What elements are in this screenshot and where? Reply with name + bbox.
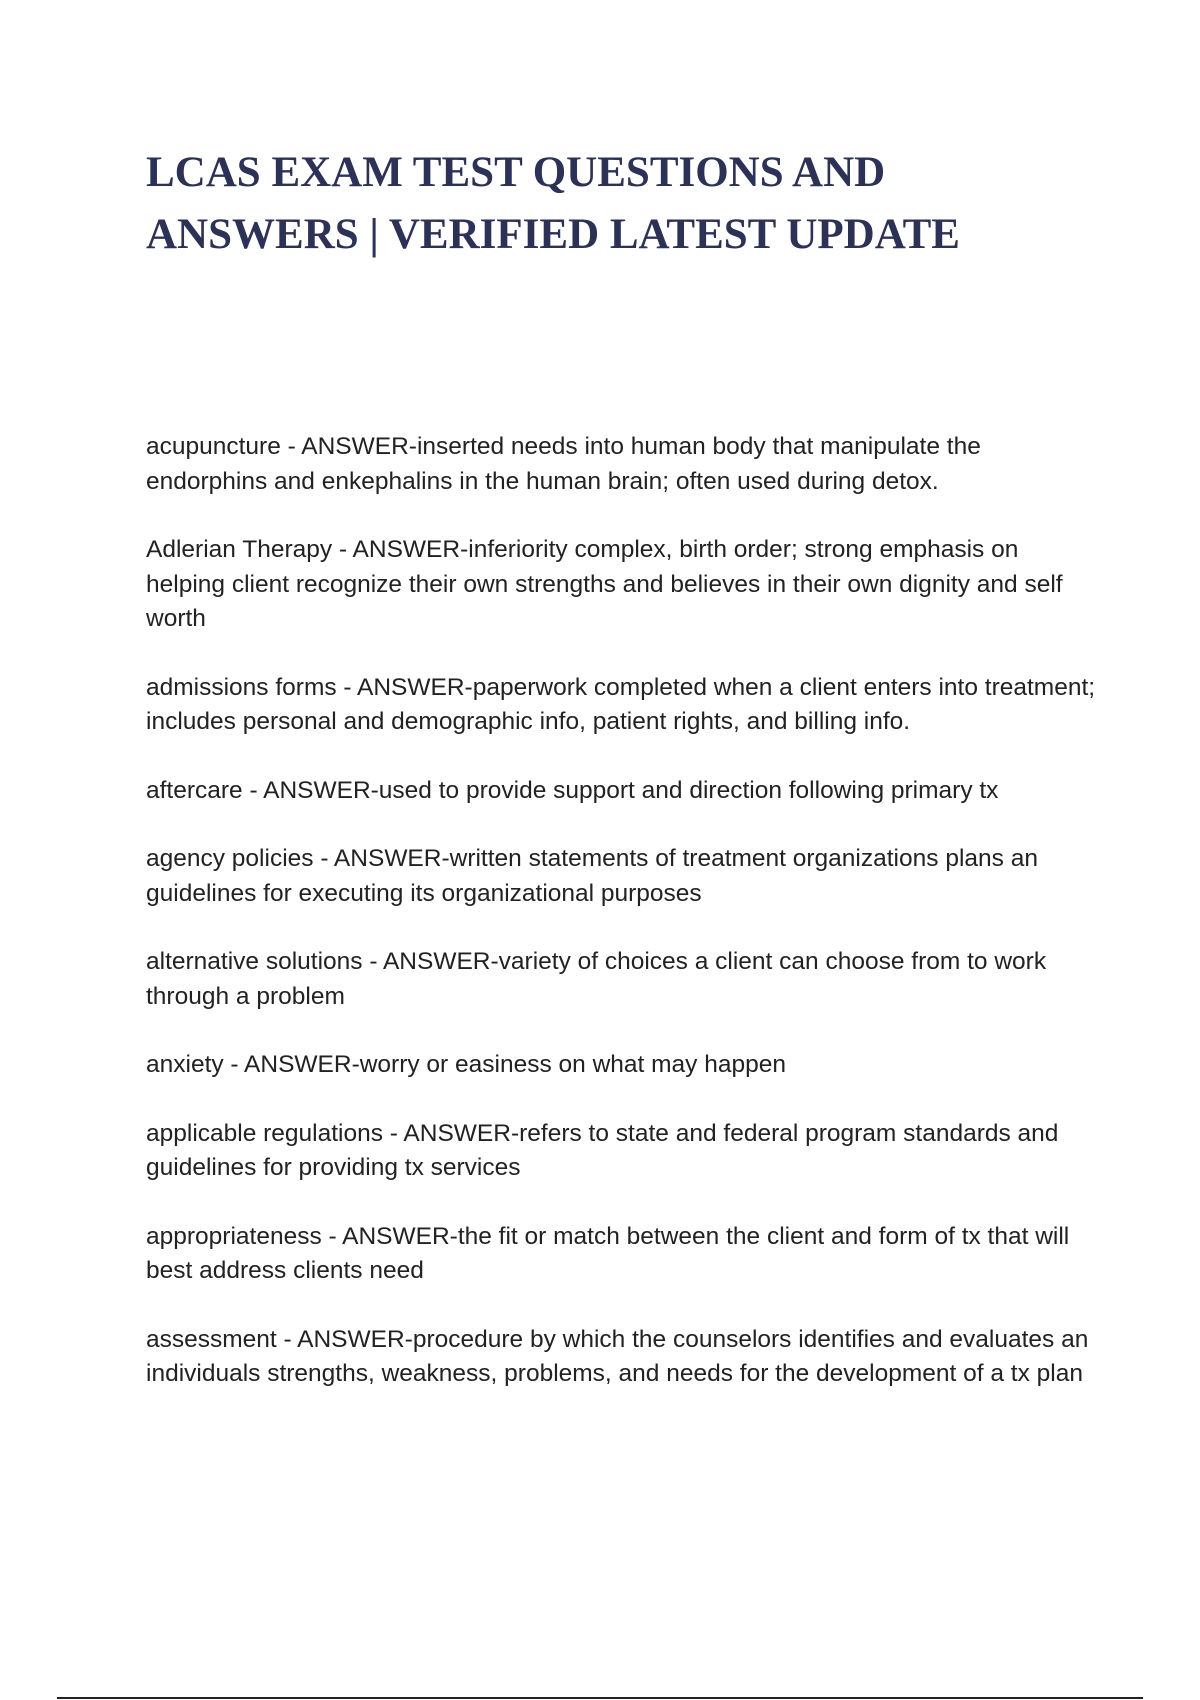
document-title (146, 142, 1106, 266)
glossary-entry-agency-policies: agency policies - ANSWER-written statements of treatment organizations plans an guidelines for executing its organizational purposes (146, 845, 1038, 907)
page-bottom-divider (57, 1697, 1143, 1699)
glossary-entry-anxiety: anxiety - ANSWER-worry or easiness on what may happen (146, 1051, 786, 1078)
glossary-entry-acupuncture: acupuncture - ANSWER-inserted needs into human body that manipulate the endorphins and enkephalins in the human brain; often used during detox. (146, 433, 981, 495)
glossary-entry-admissions-forms: admissions forms - ANSWER-paperwork completed when a client enters into treatment; includes personal and demographic info, patient rights, and billing info. (146, 673, 1096, 735)
document-title-line-2: ANSWERS | VERIFIED LATEST UPDATE (146, 211, 960, 258)
glossary-entry-alternative-solutions: alternative solutions - ANSWER-variety of choices a client can choose from to work through a problem (146, 948, 1047, 1010)
document-title-line-1: LCAS EXAM TEST QUESTIONS AND (146, 149, 886, 196)
glossary-entries (146, 430, 1096, 1426)
glossary-entry-adlerian-therapy: Adlerian Therapy - ANSWER-inferiority complex, birth order; strong emphasis on helping client recognize their own strengths and believes in their own dignity and self worth (146, 536, 1063, 632)
glossary-entry-aftercare: aftercare - ANSWER-used to provide support and direction following primary tx (146, 776, 999, 804)
glossary-entry-appropriateness: appropriateness - ANSWER-the fit or match between the client and form of tx that will best address clients need (146, 1222, 1070, 1284)
glossary-entry-applicable-regulations: applicable regulations - ANSWER-refers to state and federal program standards and guidelines for providing tx services (146, 1119, 1059, 1181)
glossary-entry-assessment: assessment - ANSWER-procedure by which the counselors identifies and evaluates an individuals strengths, weakness, problems, and needs for the development of a tx plan (146, 1325, 1089, 1387)
